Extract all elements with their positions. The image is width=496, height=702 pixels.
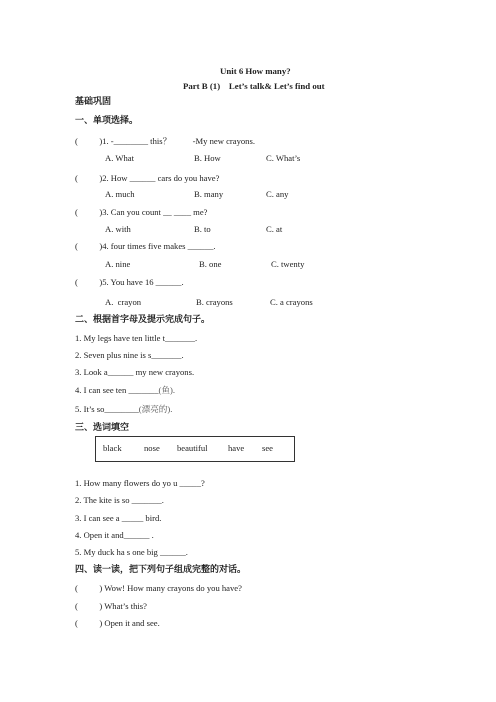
blank-sentence-2: 2. The kite is so _______. (75, 495, 164, 505)
fill-sentence-3: 3. Look a______ my new crayons. (75, 367, 195, 377)
mcq-2-option-b: B. many (194, 189, 224, 199)
word-bank-item: see (262, 443, 273, 453)
mcq-5-option-b: B. crayons (196, 297, 233, 307)
fill-sentence-5 (75, 404, 172, 415)
dialog-line-2: ( ) What’s this? (75, 601, 147, 611)
fill-sentence-4 (75, 385, 175, 396)
section-4-heading: 四、读一读，把下列句子组成完整的对话。 (75, 565, 247, 575)
mcq-3-option-c: C. at (266, 224, 283, 234)
unit-title: Unit 6 How many? (220, 66, 291, 76)
mcq-question-3: ( )3. Can you count __ ____ me? (75, 207, 208, 217)
fill-hint-5: (漂亮的). (138, 404, 173, 414)
dialog-line-3: ( ) Open it and see. (75, 618, 160, 628)
word-bank-item: black (103, 443, 122, 453)
blank-sentence-3: 3. I can see a _____ bird. (75, 513, 162, 523)
section-2-heading: 二、根据首字母及提示完成句子。 (75, 315, 211, 325)
dialog-line-1: ( ) Wow! How many crayons do you have? (75, 583, 242, 593)
mcq-4-option-a: A. nine (105, 259, 131, 269)
blank-sentence-4: 4. Open it and______ . (75, 530, 154, 540)
mcq-question-1: ( )1. -________ this？ -My new crayons. (75, 136, 255, 146)
mcq-3-option-b: B. to (194, 224, 211, 234)
part-title: Part B (1) Let’s talk& Let’s find out (183, 81, 325, 91)
fill-hint-4: (鱼). (158, 385, 175, 395)
blank-sentence-5: 5. My duck ha s one big ______. (75, 547, 188, 557)
section-1-heading: 一、单项选择。 (75, 116, 139, 126)
fill-sentence-1: 1. My legs have ten little t_______. (75, 333, 198, 343)
mcq-2-option-c: C. any (266, 189, 289, 199)
mcq-1-option-b: B. How (194, 153, 221, 163)
mcq-1-option-c: C. What’s (266, 153, 301, 163)
word-bank-item: beautiful (177, 443, 208, 453)
fill-sentence-2: 2. Seven plus nine is s_______. (75, 350, 184, 360)
mcq-4-option-c: C. twenty (271, 259, 305, 269)
mcq-3-option-a: A. with (105, 224, 131, 234)
mcq-5-option-a: A. crayon (105, 297, 142, 307)
mcq-4-option-b: B. one (199, 259, 222, 269)
fill-sentence-5-text: 5. It’s so________ (75, 404, 139, 414)
word-bank-item: nose (144, 443, 160, 453)
mcq-1-option-a: A. What (105, 153, 134, 163)
mcq-question-4: ( )4. four times five makes ______. (75, 241, 216, 251)
word-bank-item: have (228, 443, 245, 453)
mcq-question-5: ( )5. You have 16 ______. (75, 277, 184, 287)
blank-sentence-1: 1. How many flowers do yo u _____? (75, 478, 205, 488)
section-basic-heading: 基础巩固 (75, 97, 112, 107)
mcq-2-option-a: A. much (105, 189, 135, 199)
section-3-heading: 三、选词填空 (75, 423, 130, 433)
mcq-question-2: ( )2. How ______ cars do you have? (75, 173, 220, 183)
word-bank-box (95, 436, 295, 462)
mcq-5-option-c: C. a crayons (270, 297, 313, 307)
fill-sentence-4-text: 4. I can see ten _______ (75, 385, 159, 395)
